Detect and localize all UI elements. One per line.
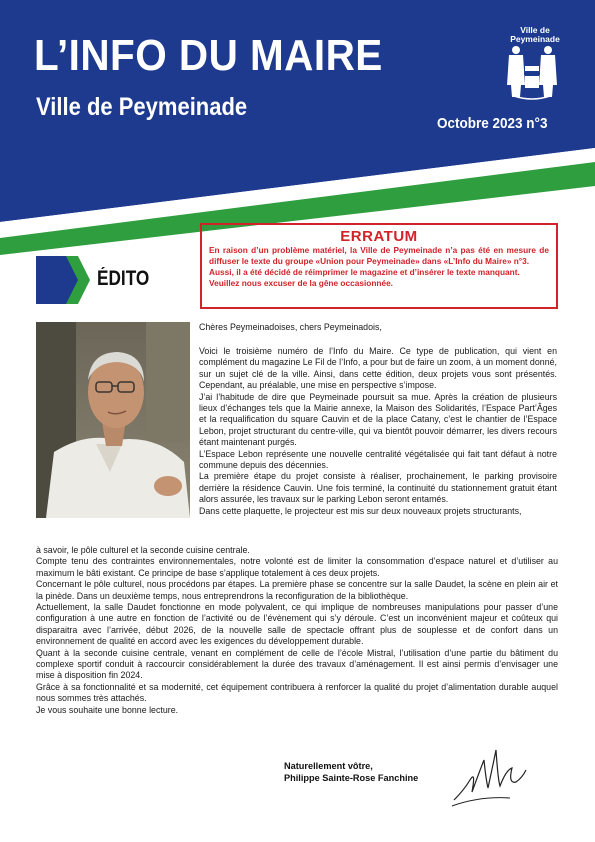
mayor-portrait [36,322,190,518]
logo-text-line1: Ville de [520,25,550,35]
logo-text-line2: Peymeinade [510,34,560,44]
erratum-line-1: En raison d’un problème matériel, la Ville de Peymeinade n’a pas été en mesure de diffuser le texte du groupe «Union pour Peymeinade» dans «L’Info du Maire» n°3. [209,245,549,266]
edito-full-width [36,545,558,716]
edito-paragraph: Actuellement, la salle Daudet fonctionne en mode polyvalent, ce qui implique de nombreuses manipulations pour passer d’une configuration à une autre en fonction de l’activité ou de l’évènement qui s’y déroule. C’est un inconvénient majeur et coûteux qui disparaitra avec l’arrivée, début 2026, de la nouvelle salle de spectacle offrant plus de souplesse et de confort dans un environnement de qualité en accord avec les exigences du développement durable. [36,602,558,647]
logo-text [508,26,562,44]
erratum-text [209,245,549,289]
edito-paragraph: Concernant le pôle culturel, nous procédons par étapes. La première phase se concentre sur la salle Daudet, la scène en plein air et la pinède. Dans un deuxième temps, nous entreprendrons la reconfiguration de la bibliothèque. [36,579,558,601]
edito-paragraph: Quant à la seconde cuisine centrale, venant en complément de celle de l’école Mistral, l’utilisation d’une partie du bâtiment du complexe sportif conduit à raccourcir considérablement la durée des travaux d’aménagement. Il est ainsi permis d’envisager une mise à disposition fin 2024. [36,647,558,681]
city-logo-icon [500,44,564,100]
page-subtitle: Ville de Peymeinade [36,93,248,121]
issue-label: Octobre 2023 n°3 [437,115,548,132]
signature-block [284,760,418,784]
erratum-box [200,223,558,309]
edito-paragraph: à savoir, le pôle culturel et la seconde cuisine centrale. [36,545,250,555]
page-title: L’INFO DU MAIRE [34,31,383,80]
handwritten-signature [450,740,530,810]
erratum-line-2: Aussi, il a été décidé de réimprimer le magazine et d’insérer le texte manquant. [209,267,520,277]
erratum-line-3: Veuillez nous excuser de la gêne occasionnée. [209,278,393,288]
edito-paragraph: Voici le troisième numéro de l’Info du Maire. Ce type de publication, qui vient en complément du magazine Le Fil de l’Info, a pour but de faire un zoom, à un moment donné, sur un sujet clé de la ville. Ainsi, dans cette édition, deux projets vous sont présentés. Cependant, au préalable, une mise en perspective s’impose. [199,346,557,391]
edito-paragraph: J’ai l’habitude de dire que Peymeinade poursuit sa mue. Après la création de plusieurs lieux d’échanges tels que la Mairie annexe, la Maison des Solidarités, l’Espace Part’Âges et la requalification du square Cauvin et de la place Catany, c’est le chantier de l’Espace Lebon, projet structurant du centre-ville, qui va bientôt pouvoir démarrer, les divers recours étant maintenant purgés. [199,391,557,448]
edito-column [199,346,557,517]
edito-heading: ÉDITO [97,267,150,290]
author-name: Philippe Sainte-Rose Fanchine [284,773,419,783]
edito-badge-icon [36,256,92,304]
edito-greeting: Chères Peymeinadoises, chers Peymeinadois, [199,322,382,332]
closing-line: Naturellement vôtre, [284,761,373,771]
edito-paragraph: L’Espace Lebon représente une nouvelle centralité végétalisée qui fait tant défaut à notre commune depuis des décennies. [199,448,557,471]
edito-paragraph: Compte tenu des contraintes environnementales, notre volonté est de limiter la consommation d’espace naturel et d’utiliser au maximum le bâti existant. Ce principe de base s’applique totalement à ces deux projets. [36,556,558,578]
edito-paragraph: La première étape du projet consiste à réaliser, prochainement, le parking provisoire derrière la résidence Cauvin. Une fois terminé, la continuité du stationnement gratuit étant alors assurée, les travaux sur le parking Lebon seront entamés. [199,471,557,505]
edito-paragraph: Dans cette plaquette, le projecteur est mis sur deux nouveaux projets structurants, [199,505,522,516]
edito-paragraph: Grâce à sa fonctionnalité et sa modernité, cet équipement contribuera à renforcer la qualité du projet d’alimentation durable auquel nous sommes très attachés. [36,681,558,704]
edito-paragraph: Je vous souhaite une bonne lecture. [36,704,179,715]
erratum-title: ERRATUM [340,228,418,245]
